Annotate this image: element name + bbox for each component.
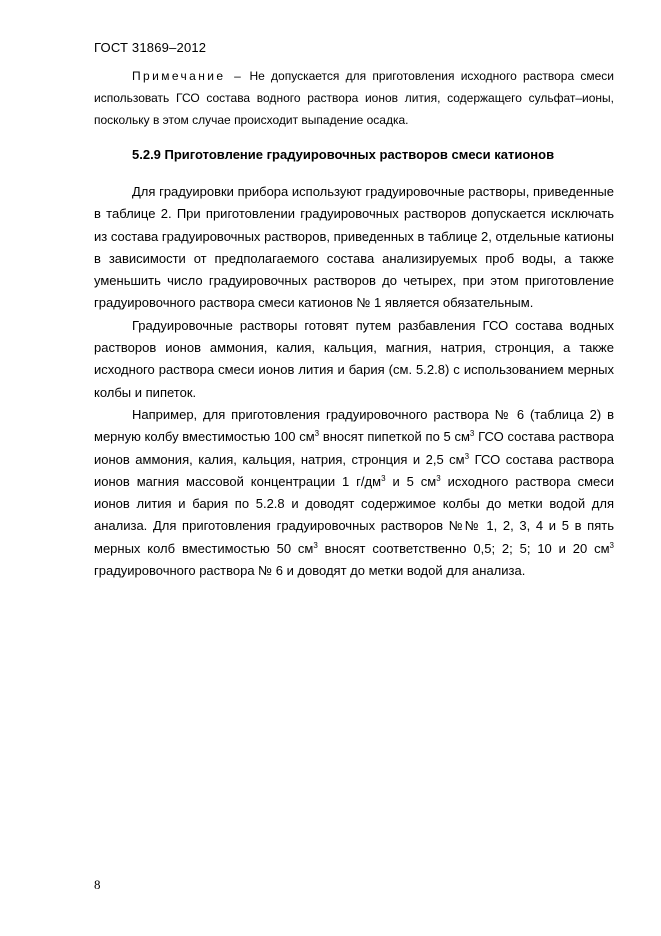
superscript-cubic: 3 <box>314 429 320 439</box>
paragraph-3-part: градуировочного раствора № 6 и доводят до метки водой для анализа. <box>94 563 526 579</box>
paragraph-3-part: вносят соответственно 0,5; 2; 5; 10 и 20 см <box>317 540 610 556</box>
paragraph-2: Градуировочные растворы готовят путем разбавления ГСО состава водных растворов ионов аммония, калия, кальция, магния, натрия, стронция, а также исходного раствора смеси ионов лития и бария (см. 5.2.8) с использованием мерных колбы и пипеток. <box>94 317 614 400</box>
paragraph-3-part: исходного раствора смеси ионов лития и бария по 5.2.8 и доводят содержимое колбы до метки водой для анализа. Для приготовления градуировочных растворов №№ 1, 2, 3, 4 и 5 в пять мерных колб вместимостью 50 см <box>94 473 614 556</box>
paragraph-3-part: вносят пипеткой по 5 см <box>319 429 470 445</box>
superscript-cubic: 3 <box>469 429 475 439</box>
superscript-cubic: 3 <box>609 540 614 550</box>
note-text: Не допускается для приготовления исходного раствора смеси использовать ГСО состава водного раствора ионов лития, содержащего сульфат–ионы, поскольку в этом случае происходит выпадение осадка. <box>94 69 614 127</box>
note-block <box>94 65 614 131</box>
paragraph-3-part: ГСО состава раствора ионов магния массовой концентрации 1 г/дм <box>94 451 614 489</box>
note-prefix: Примечание – <box>132 69 244 83</box>
standard-code-header: ГОСТ 31869–2012 <box>94 40 207 55</box>
superscript-cubic: 3 <box>381 473 386 483</box>
superscript-cubic: 3 <box>313 540 318 550</box>
paragraph-3-part: Например, для приготовления градуировочного раствора № 6 (таблица 2) в мерную колбу вместимостью 100 см <box>94 406 614 445</box>
superscript-cubic: 3 <box>436 473 441 483</box>
paragraph-1: Для градуировки прибора используют градуировочные растворы, приведенные в таблице 2. При приготовлении градуировочных растворов допускается исключать из состава градуировочных растворов, приведенных в таблице 2, отдельные катионы в зависимости от предполагаемого состава анализируемых проб воды, а также уменьшить число градуировочных растворов до четырех, при этом приготовление градуировочного раствора смеси катионов № 1 является обязательным. <box>94 184 614 311</box>
paragraph-3-part: ГСО состава раствора ионов аммония, калия, кальция, натрия, стронция и 2,5 см <box>94 429 614 467</box>
paragraph-3-part: и 5 см <box>385 473 437 489</box>
body-text <box>94 181 614 582</box>
paragraph-3 <box>94 404 614 582</box>
superscript-cubic: 3 <box>464 451 470 461</box>
section-heading: 5.2.9 Приготовление градуировочных растворов смеси катионов <box>132 147 555 162</box>
page-number: 8 <box>94 877 101 892</box>
